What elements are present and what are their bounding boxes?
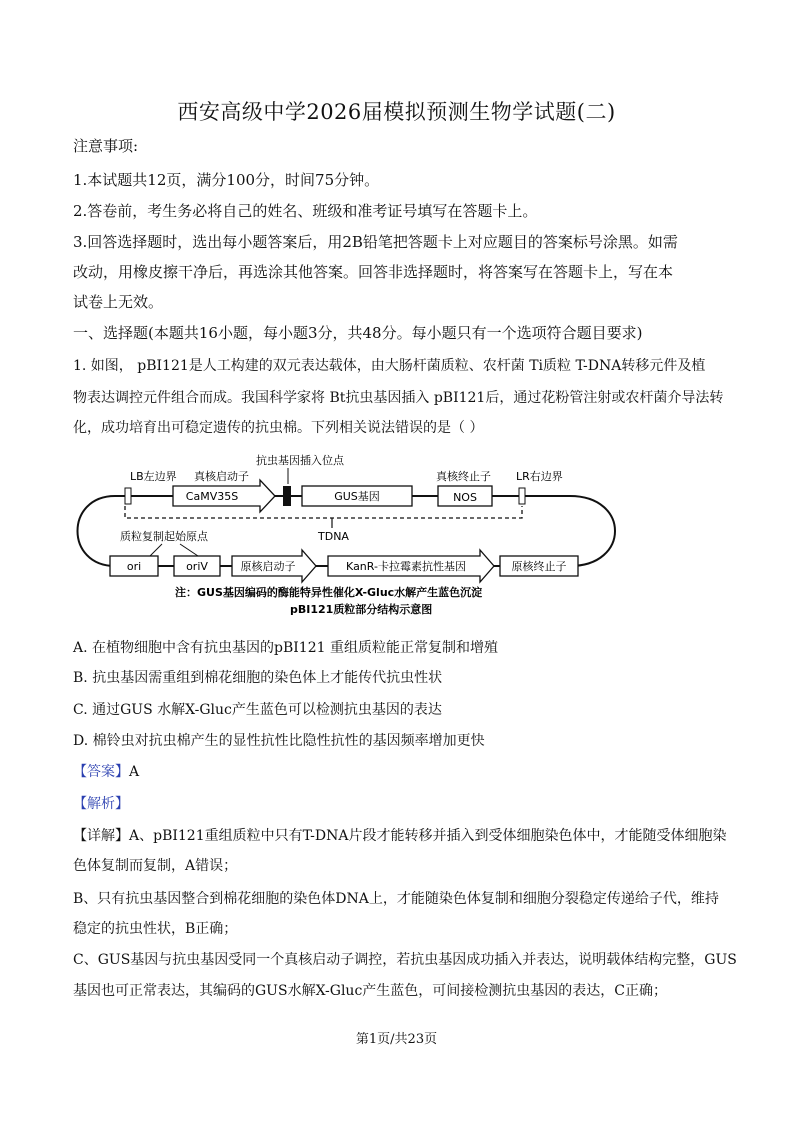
bracket-close: 】 [115,828,129,844]
detail-text: A、pBI121重组质粒中只有T-DNA片段才能转移并插入到受体细胞染色体中，才能随受体细胞染 [129,828,727,844]
analysis-line [73,794,723,814]
nos-label: NOS [453,491,477,504]
detail-line: C、GUS基因与抗虫基因受同一个真核启动子调控，若抗虫基因成功插入并表达，说明载体结构完整，GUS [73,952,737,968]
notice-item: 2.答卷前，考生务必将自己的姓名、班级和准考证号填写在答题卡上。 [73,202,538,220]
lb-marker [125,488,131,504]
eukaryotic-promoter-label: 真核启动子 [194,470,249,483]
page-footer: 第1页/共23页 [355,1032,438,1047]
notice-item: 3.回答选择题时，选出每小题答案后，用2B铅笔把答题卡上对应题目的答案标号涂黑。如需 [73,233,678,251]
tdna-label: TDNA [318,530,349,543]
question-line: 化，成功培育出可稳定遗传的抗虫棉。下列相关说法错误的是（ ） [73,420,484,436]
oriv-label: oriV [186,560,208,573]
option-c: C. 通过GUS 水解X-Gluc产生蓝色可以检测抗虫基因的表达 [73,702,442,718]
prokaryotic-promoter-label: 原核启动子 [240,560,296,573]
notice-item: 1.本试题共12页，满分100分，时间75分钟。 [73,171,380,189]
page-title: 西安高级中学2026届模拟预测生物学试题(二) [177,100,616,124]
camv35s-label: CaMV35S [185,490,239,503]
diagram-caption: pBI121质粒部分结构示意图 [290,603,433,616]
answer-value: A [129,764,140,780]
insertion-site-label: 抗虫基因插入位点 [256,454,344,467]
plasmid-diagram [70,448,630,623]
bracket-open: 【 [73,796,87,812]
lb-label: LB左边界 [130,470,177,483]
question-line: 物表达调控元件组合而成。我国科学家将 Bt抗虫基因插入 pBI121后，通过花粉管注射或农杆菌介导法转 [73,390,724,406]
question-line: 1. 如图， pBI121是人工构建的双元表达载体，由大肠杆菌质粒、农杆菌 Ti质粒 T-DNA转移元件及植 [73,358,706,374]
bracket-close: 】 [115,796,129,812]
gus-label: GUS基因 [334,490,380,503]
notice-heading: 注意事项: [73,137,139,155]
answer-tag: 答案 [87,764,115,780]
notice-item: 试卷上无效。 [73,293,164,311]
rb-marker [519,488,525,504]
detail-line: 基因也可正常表达，其编码的GUS水解X-Gluc产生蓝色，可间接检测抗虫基因的表达，C正确； [73,983,667,999]
bracket-close: 】 [115,764,129,780]
ori-label: ori [126,560,142,573]
oriv-pointer [180,544,198,556]
ori-pointer [150,544,162,556]
option-a: A. 在植物细胞中含有抗虫基因的pBI121 重组质粒能正常复制和增殖 [73,640,498,656]
diagram-note: 注：GUS基因编码的酶能特异性催化X-Gluc水解产生蓝色沉淀 [175,586,483,599]
bracket-open: 【 [73,828,87,844]
prokaryotic-terminator-label: 原核终止子 [511,560,567,573]
detail-tag: 详解 [87,828,115,844]
tdna-bracket [125,506,522,518]
option-b: B. 抗虫基因需重组到棉花细胞的染色体上才能传代抗虫性状 [73,670,443,686]
detail-line [73,826,727,846]
option-d: D. 棉铃虫对抗虫棉产生的显性抗性比隐性抗性的基因频率增加更快 [73,733,485,749]
answer-line [73,762,723,782]
detail-line: 稳定的抗虫性状，B正确； [73,921,238,937]
bracket-open: 【 [73,764,87,780]
section-heading: 一、选择题(本题共16小题，每小题3分，共48分。每小题只有一个选项符合题目要求) [73,324,643,342]
notice-item: 改动，用橡皮擦干净后，再选涂其他答案。回答非选择题时，将答案写在答题卡上，写在本 [73,263,674,281]
detail-line: B、只有抗虫基因整合到棉花细胞的染色体DNA上，才能随染色体复制和细胞分裂稳定传递给子代，维持 [73,891,719,907]
ori-region-label: 质粒复制起始原点 [120,530,208,543]
rb-label: LR右边界 [516,470,563,483]
eukaryotic-terminator-label: 真核终止子 [436,470,491,483]
detail-line: 色体复制而复制，A错误； [73,858,238,874]
kanr-label: KanR-卡拉霉素抗性基因 [346,560,466,573]
analysis-tag: 解析 [87,796,115,812]
insertion-site-marker [283,486,291,506]
